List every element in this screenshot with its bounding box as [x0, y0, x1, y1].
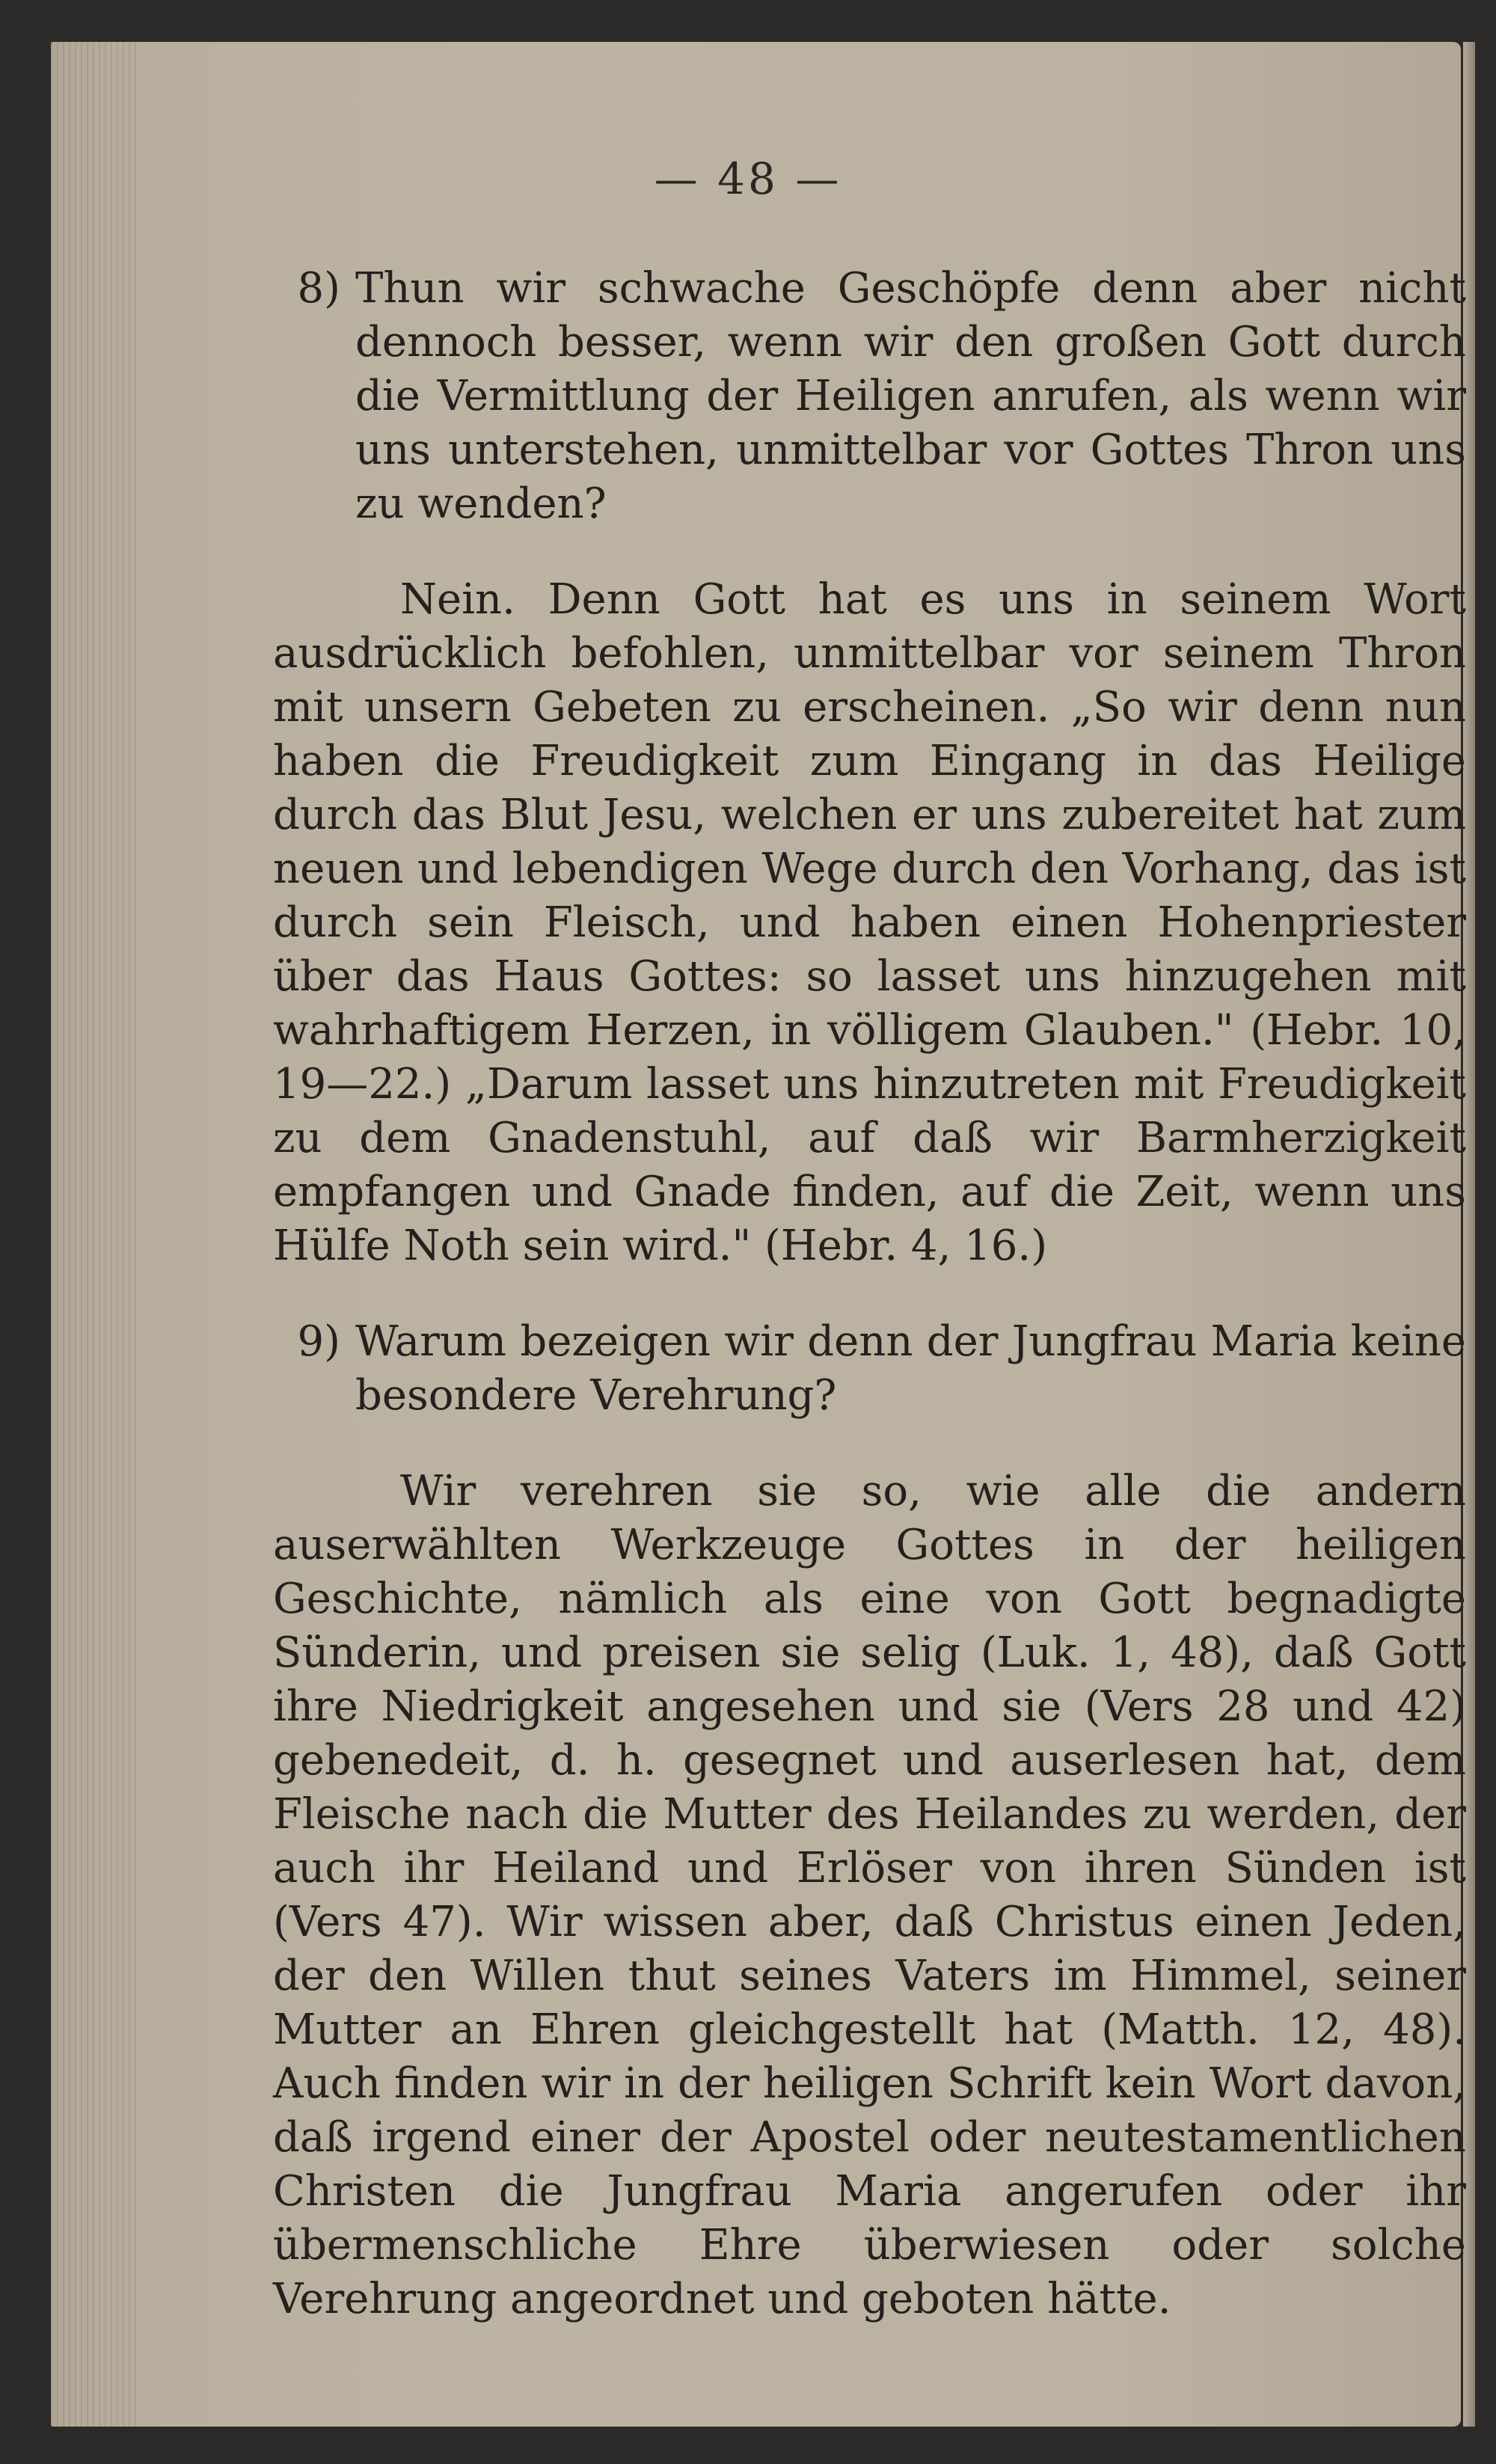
- question-text: Warum bezeigen wir denn der Jungfrau Maria keine besondere Verehrung?: [355, 1317, 1466, 1420]
- question-9: [273, 1315, 1466, 1423]
- answer-9: Wir verehren sie so, wie alle die andern auserwählten Werkzeuge Gottes in der heiligen Geschichte, nämlich als eine von Gott begnadigte Sünderin, und preisen sie selig (Luk. 1, 48), daß Gott ihre Niedrigkeit angesehen und sie (Vers 28 und 42) gebenedeit, d. h. gesegnet und auserlesen hat, dem Fleische nach die Mutter des Heilandes zu werden, der auch ihr Heiland und Erlöser von ihren Sünden ist (Vers 47). Wir wissen aber, daß Christus einen Jeden, der den Willen thut seines Vaters im Himmel, seiner Mutter an Ehren gleichgestellt hat (Matth. 12, 48). Auch finden wir in der heiligen Schrift kein Wort davon, daß irgend einer der Apostel oder neutestamentlichen Christen die Jungfrau Maria angerufen oder ihr übermenschliche Ehre überwiesen oder solche Verehrung angeordnet und geboten hätte.: [273, 1467, 1466, 2323]
- page-number: — 48 —: [654, 153, 842, 204]
- question-number: 9): [297, 1317, 340, 1366]
- question-text: Thun wir schwache Geschöpfe denn aber nicht dennoch besser, wenn wir den großen Gott durch die Vermittlung der Heiligen anrufen, als wenn wir uns unterstehen, unmittelbar vor Gottes Thron uns zu wenden?: [355, 264, 1466, 528]
- page-stack-edges: [51, 42, 141, 2427]
- question-number: 8): [297, 264, 340, 313]
- answer-8: Nein. Denn Gott hat es uns in seinem Wort ausdrücklich befohlen, unmittelbar vor seinem Thron mit unsern Gebeten zu erscheinen. „So wir denn nun haben die Freudigkeit zum Eingang in das Heilige durch das Blut Jesu, welchen er uns zubereitet hat zum neuen und lebendigen Wege durch den Vorhang, das ist durch sein Fleisch, und haben einen Hohenpriester über das Haus Gottes: so lasset uns hinzugehen mit wahrhaftigem Herzen, in völligem Glauben." (Hebr. 10, 19—22.) „Darum lasset uns hinzutreten mit Freudigkeit zu dem Gnadenstuhl, auf daß wir Barmherzigkeit empfangen und Gnade finden, auf die Zeit, wenn uns Hülfe Noth sein wird." (Hebr. 4, 16.): [273, 575, 1466, 1270]
- question-8: [273, 262, 1466, 531]
- page-text: [273, 262, 1466, 2368]
